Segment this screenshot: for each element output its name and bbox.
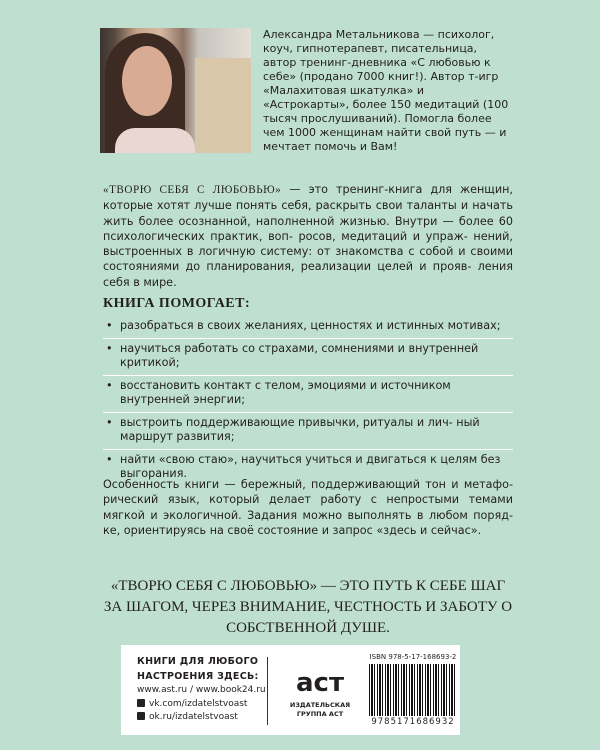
footer-title-2: НАСТРОЕНИЯ ЗДЕСЬ:	[137, 670, 259, 682]
list-item: • восстановить контакт с телом, эмоциями и источником внутренней энергии;	[103, 376, 513, 413]
features-paragraph: Особенность книги — бережный, поддерживающий тон и метафо- рический язык, который делает работу с непростыми темами мягкой и экологичной. Задания можно выполнять в любом поряд- ке, ориентируясь на своё состояние и запрос «здесь и сейчас».	[103, 478, 513, 537]
ast-logo	[281, 653, 359, 719]
barcode-number: 9785171686932	[371, 717, 455, 727]
list-item: • научиться работать со страхами, сомнениями и внутренней критикой;	[103, 339, 513, 376]
list-item: • найти «свою стаю», научиться учиться и двигаться к целям без выгорания.	[103, 450, 513, 486]
benefits-list	[103, 316, 513, 486]
footer-title-1: КНИГИ ДЛЯ ЛЮБОГО	[137, 656, 259, 667]
publisher-footer	[121, 645, 460, 735]
list-item: • разобраться в своих желаниях, ценностях и истинных мотивах;	[103, 316, 513, 339]
isbn-block	[369, 653, 457, 727]
websites: www.ast.ru / www.book24.ru	[137, 685, 266, 695]
closing-quote: «ТВОРЮ СЕБЯ С ЛЮБОВЬЮ» — ЭТО ПУТЬ К СЕБЕ ШАГ ЗА ШАГОМ, ЧЕРЕЗ ВНИМАНИЕ, ЧЕСТНОСТЬ И ЗАБОТУ О СОБСТВЕННОЙ ДУШЕ.	[103, 578, 513, 636]
list-item: • выстроить поддерживающие привычки, ритуалы и лич- ный маршрут развития;	[103, 413, 513, 450]
ok-link: ok.ru/izdatelstvoast	[149, 712, 238, 722]
barcode	[369, 664, 457, 716]
benefits-heading: КНИГА ПОМОГАЕТ:	[103, 296, 251, 311]
ast-logo-mark: аст	[295, 668, 345, 698]
vk-icon	[137, 699, 145, 707]
intro-paragraph	[103, 182, 513, 290]
publisher-name-2: ГРУППА АСТ	[296, 710, 344, 718]
ok-icon	[137, 712, 145, 720]
intro-text: — это тренинг-книга для женщин, которые хотят лучше понять себя, раскрыть свои таланты и начать жить более осознанной, наполненной жизнью. Внутри — более 60 психологических практик, воп- росов, медитаций и упраж- нений, выстроенных в логичную систему: от знакомства с собой и своими состояниями до планирования, реализации целей и прояв- ления себя в мире.	[103, 183, 513, 289]
publisher-name-1: ИЗДАТЕЛЬСКАЯ	[289, 701, 351, 709]
divider	[267, 657, 268, 725]
book-title-inline: «ТВОРЮ СЕБЯ С ЛЮБОВЬЮ»	[103, 184, 282, 196]
vk-link: vk.com/izdatelstvoast	[149, 698, 248, 709]
author-photo	[100, 28, 251, 153]
isbn-text: ISBN 978-5-17-168693-2	[369, 653, 457, 661]
author-bio: Александра Метальникова — психолог, коуч, гипнотерапевт, писательница, автор тренинг-дневника «С любовью к себе» (продано 7000 книг!). Автор т-игр «Малахитовая шкатулка» и «Астрокарты», более 150 медитаций (100 тысяч прослушиваний). Помогла более чем 1000 женщинам найти свой путь — и мечтает помочь и Вам!	[263, 28, 509, 153]
